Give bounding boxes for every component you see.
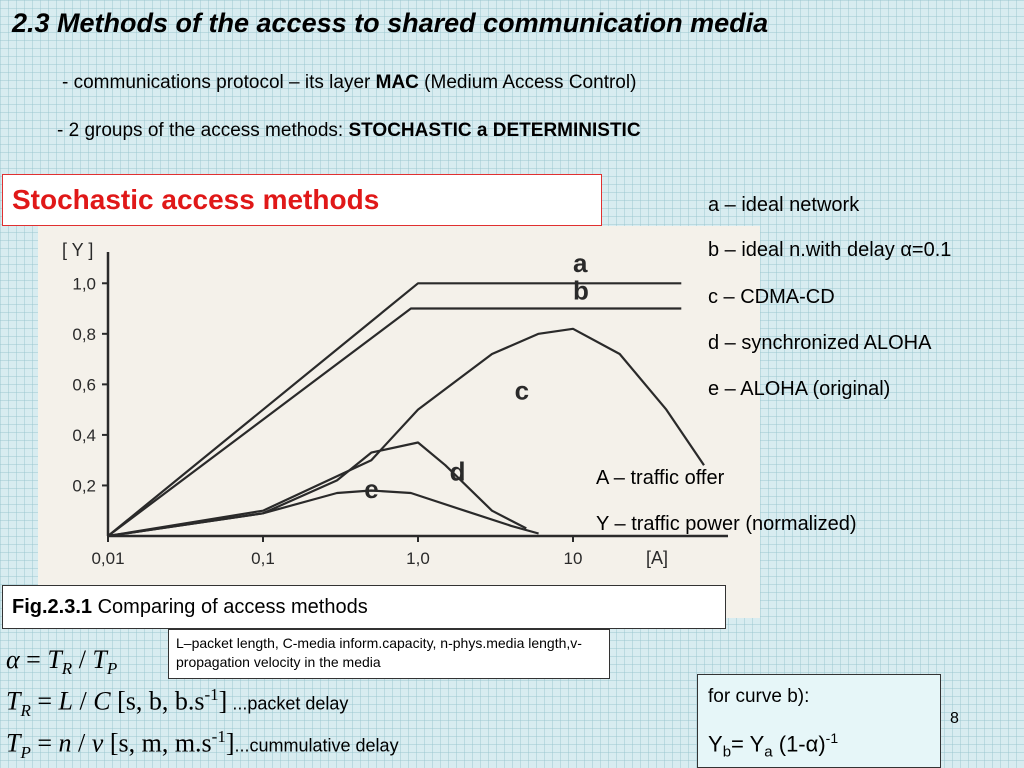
symbol-t: T [6,686,21,716]
symbol-v: v [91,728,104,758]
groups-bold: STOCHASTIC a DETERMINISTIC [348,120,641,141]
eq-sign: = [30,728,59,758]
unit-tr: [s, b, b.s [110,686,205,716]
alpha-term: (1-α) [772,731,826,757]
mac-prefix: - communications protocol – its layer [62,72,376,93]
series-label-c: c [514,375,530,406]
figure-caption [12,596,368,619]
mac-bold: MAC [375,72,419,93]
symbol-l: L [58,686,73,716]
legend-b: b – ideal n.with delay α=0.1 [708,239,952,261]
legend-a: a – ideal network [708,194,860,216]
legend-c: c – CDMA-CD [708,286,835,308]
exp-tp: -1 [211,727,226,746]
slide-title: 2.3 Methods of the access to shared communication media [12,8,769,38]
axis-legend-y: Y – traffic power (normalized) [596,513,857,535]
series-line-c [108,329,704,536]
desc-tp: ...cummulative delay [234,735,399,756]
y-tick-label: 1,0 [72,274,96,294]
legend-e: e – ALOHA (original) [708,378,891,400]
page-number: 8 [950,710,959,727]
figure-number: Fig.2.3.1 [12,596,93,618]
eq-sign: = [19,645,48,674]
sub-p: P [106,659,118,679]
sub-p: P [20,742,31,762]
x-tick-label: 0,01 [91,549,125,568]
groups-prefix: - 2 groups of the access methods: [57,120,349,141]
symbol-c: C [93,686,111,716]
series-line-b [108,309,681,537]
symbol-t: T [6,728,21,758]
series-label-a: a [573,247,588,278]
slash: / [72,645,93,674]
note-text: L–packet length, C-media inform.capacity, n-phys.media length,v-propagation velocity in the media [176,635,582,670]
throughput-chart [38,226,760,618]
symbol-t: T [47,645,62,674]
series-line-e [108,491,539,537]
formula-alpha [6,645,117,679]
symbol-n: n [58,728,72,758]
x-tick-label: 1,0 [406,549,430,568]
slash: / [71,728,92,758]
y-axis-label: [ Y ] [62,240,94,260]
desc-tr: ...packet delay [227,693,349,714]
x-tick-label: 0,1 [251,549,275,568]
figure-caption-text: Comparing of access methods [97,596,368,618]
y-tick-label: 0,4 [72,425,96,445]
sub-b: b [722,743,732,761]
symbol-y: Y [708,731,723,757]
series-label-b: b [573,275,589,306]
unit-tp: [s, m, m.s [103,728,212,758]
slash: / [73,686,94,716]
eq-sign: = [30,686,59,716]
x-axis-label: [A] [646,548,669,568]
symbol-alpha: α [6,645,20,674]
mac-line [62,72,636,94]
axis-legend-a: A – traffic offer [596,467,725,489]
symbol-t: T [92,645,107,674]
y-tick-label: 0,8 [72,324,96,344]
sub-r: R [20,700,31,720]
exp-minus-one: -1 [825,730,839,746]
section-title: Stochastic access methods [12,184,380,215]
legend-d: d – synchronized ALOHA [708,332,932,354]
formula-tp [6,727,399,763]
sub-a: a [764,743,773,761]
eq-y: = Y [731,731,765,757]
bracket-close: ] [225,728,235,758]
curve-b-formula [708,730,838,761]
series-label-d: d [449,456,466,487]
mac-suffix: (Medium Access Control) [418,72,637,93]
curve-b-title: for curve b): [708,686,810,707]
bracket-close: ] [218,686,228,716]
series-label-e: e [364,474,379,505]
exp-tr: -1 [204,685,219,704]
formula-tr [6,685,348,721]
x-tick-label: 10 [563,549,583,568]
y-tick-label: 0,2 [72,476,96,496]
sub-r: R [61,659,73,679]
groups-line [57,120,641,142]
y-tick-label: 0,6 [72,375,96,395]
